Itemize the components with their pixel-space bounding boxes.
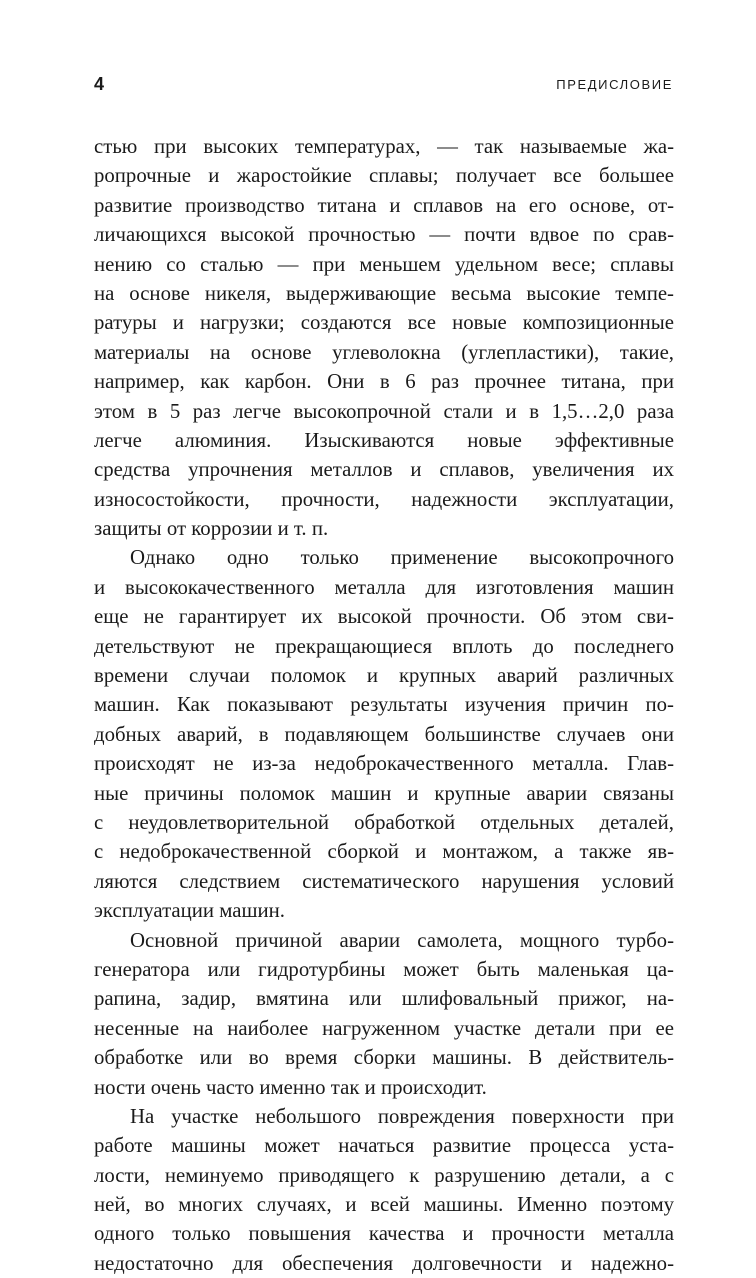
text-line: обработке или во время сборки машины. В действитель- <box>94 1046 674 1070</box>
text-line: средства упрочнения металлов и сплавов, увеличения их <box>94 458 674 482</box>
text-line: ности очень часто именно так и происходит. <box>94 1075 487 1099</box>
text-line: этом в 5 раз легче высокопрочной стали и в 1,5…2,0 раза <box>94 399 674 423</box>
text-line: развитие производство титана и сплавов на его основе, от- <box>94 193 674 217</box>
text-line: с неудовлетворительной обработкой отдельных деталей, <box>94 810 674 834</box>
text-line: на основе никеля, выдерживающие весьма высокие темпе- <box>94 281 674 305</box>
text-line: одного только повышения качества и прочности металла <box>94 1222 674 1246</box>
text-line: происходят не из-за недоброкачественного металла. Глав- <box>94 752 674 776</box>
text-line: стью при высоких температурах, — так называемые жа- <box>94 135 674 158</box>
text-line: На участке небольшого повреждения поверхности при <box>130 1104 674 1128</box>
text-line: износостойкости, прочности, надежности эксплуатации, <box>94 487 674 511</box>
running-head: ПРЕДИСЛОВИЕ <box>556 77 673 92</box>
text-line: и высококачественного металла для изготовления машин <box>94 575 674 599</box>
text-line: детельствуют не прекращающиеся вплоть до последнего <box>94 634 674 658</box>
text-line: личающихся высокой прочностью — почти вдвое по срав- <box>94 223 674 247</box>
text-line: ропрочные и жаростойкие сплавы; получает все большее <box>94 164 674 188</box>
paragraph-1 <box>94 132 674 543</box>
text-line: несенные на наиболее нагруженном участке детали при ее <box>94 1016 674 1040</box>
text-line: еще не гарантирует их высокой прочности. Об этом сви- <box>94 605 674 629</box>
body-text <box>94 132 674 1278</box>
text-line: недостаточно для обеспечения долговечности и надежно- <box>94 1251 674 1275</box>
text-line: легче алюминия. Изыскиваются новые эффективные <box>94 428 674 452</box>
paragraph-3 <box>94 926 674 1102</box>
text-line: ные причины поломок машин и крупные аварии связаны <box>94 781 674 805</box>
text-line: материалы на основе углеволокна (углепластики), такие, <box>94 340 674 364</box>
text-line: Однако одно только применение высокопрочного <box>130 546 674 570</box>
text-line: рапина, задир, вмятина или шлифовальный прижог, на- <box>94 987 674 1011</box>
text-line: эксплуатации машин. <box>94 899 285 923</box>
text-line: ляются следствием систематического нарушения условий <box>94 869 674 893</box>
text-line: времени случаи поломок и крупных аварий различных <box>94 664 674 688</box>
paragraph-2 <box>94 543 674 925</box>
text-line: нению со сталью — при меньшем удельном весе; сплавы <box>94 252 674 276</box>
text-line: лости, неминуемо приводящего к разрушению детали, а с <box>94 1163 674 1187</box>
text-line: добных аварий, в подавляющем большинстве случаев они <box>94 722 674 746</box>
text-line: ней, во многих случаях, и всей машины. Именно поэтому <box>94 1193 674 1217</box>
paragraph-4 <box>94 1102 674 1278</box>
text-line: машин. Как показывают результаты изучения причин по- <box>94 693 674 717</box>
text-line: Основной причиной аварии самолета, мощного турбо- <box>130 928 674 952</box>
text-line: защиты от коррозии и т. п. <box>94 517 329 541</box>
text-line: например, как карбон. Они в 6 раз прочнее титана, при <box>94 370 674 394</box>
text-line: с недоброкачественной сборкой и монтажом, а также яв- <box>94 840 674 864</box>
page-number: 4 <box>94 74 105 94</box>
text-line: работе машины может начаться развитие процесса уста- <box>94 1134 674 1158</box>
text-line: генератора или гидротурбины может быть маленькая ца- <box>94 957 674 981</box>
text-line: ратуры и нагрузки; создаются все новые композиционные <box>94 311 674 335</box>
